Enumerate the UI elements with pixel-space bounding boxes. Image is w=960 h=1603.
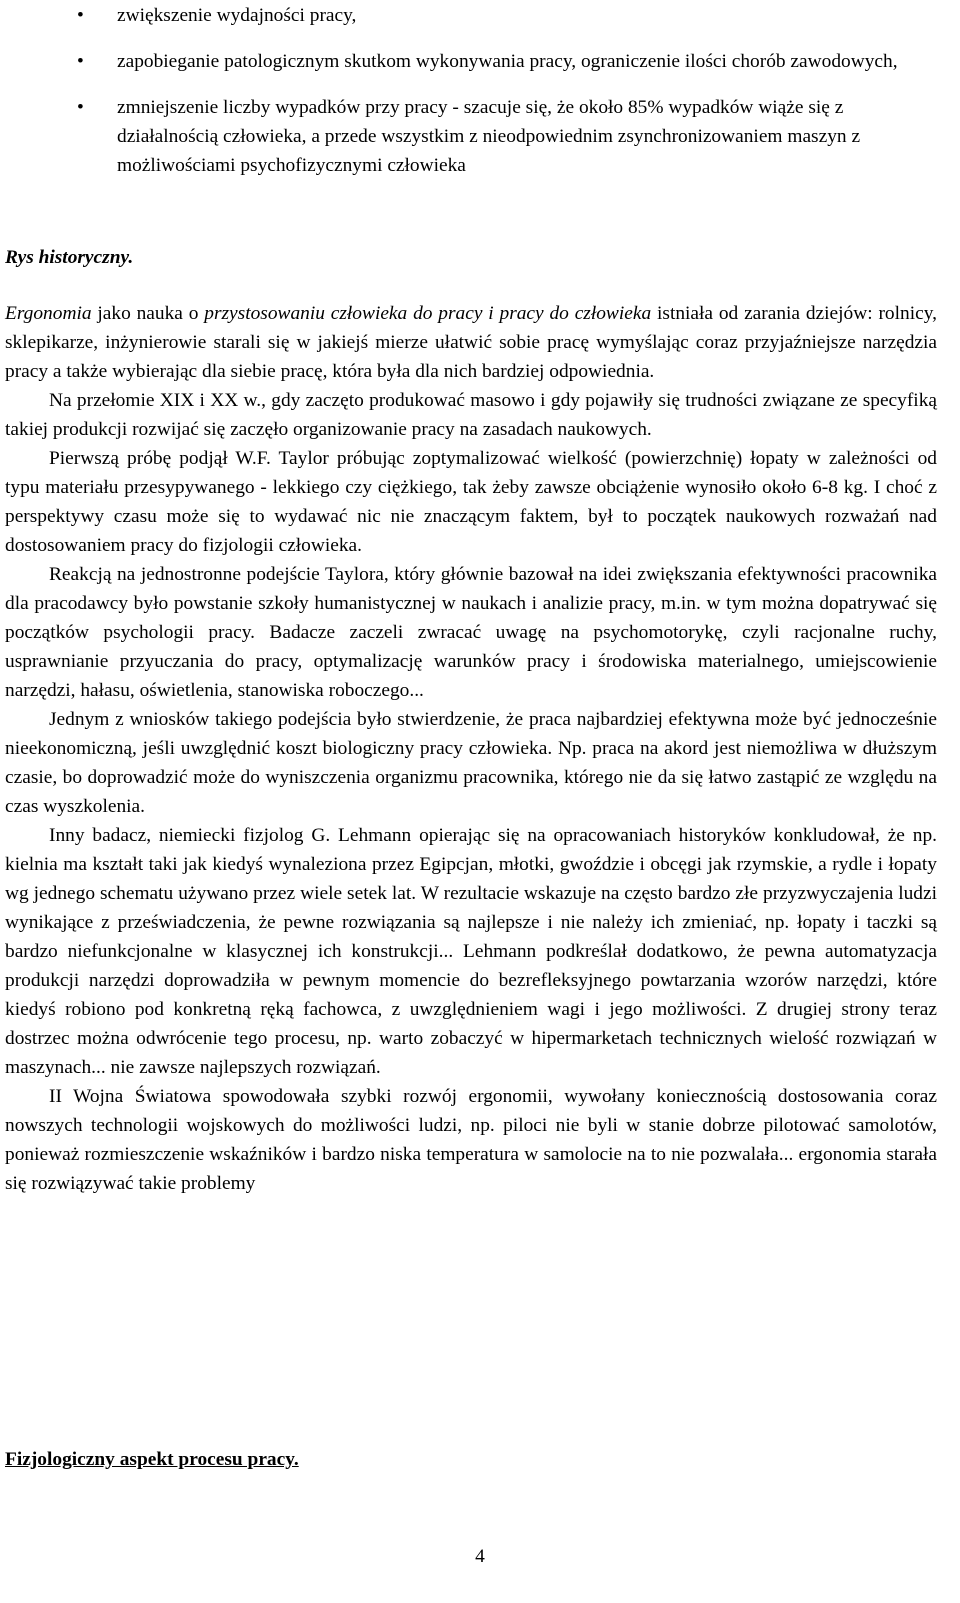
list-item-text: zmniejszenie liczby wypadków przy pracy - szacuje się, że około 85% wypadków wiąże się z działalnością człowieka, a przede wszystkim z nieodpowiednim zsynchronizowaniem maszyn z możliwościami psychofizycznymi człowieka — [117, 97, 861, 176]
list-item — [0, 93, 960, 180]
paragraph-text: istniała od zarania dziejów: rolnicy, sklepikarze, inżynierowie starali się w jakiejś mierze ułatwić sobie pracę wymyślając coraz przyjaźniejsze narzędzia pracy a także wybierając dla siebie pracę, która była dla nich bardziej odpowiednia. — [5, 303, 937, 382]
paragraph: Reakcją na jednostronne podejście Taylora, który głównie bazował na idei zwiększania efektywności pracownika dla pracodawcy było powstanie szkoły humanistycznej w naukach i analizie pracy, m.in. w tym można dopatrywać się początków psychologii pracy. Badacze zaczeli zwracać uwagę na psychomotorykę, czyli racjonalne ruchy, usprawnianie przyuczania do pracy, optymalizację warunków pracy i środowiska materialnego, umiejscowienie narzędzi, hałasu, oświetlenia, stanowiska roboczego... — [5, 564, 937, 701]
list-item — [0, 1, 960, 30]
paragraph-text: jako nauka o — [91, 303, 205, 324]
emphasized-phrase: przystosowaniu człowieka do pracy i pracy do człowieka — [204, 303, 652, 324]
list-item-text: zapobieganie patologicznym skutkom wykonywania pracy, ograniczenie ilości chorób zawodowych, — [117, 51, 898, 72]
body-text — [5, 299, 937, 1198]
paragraph: Jednym z wniosków takiego podejścia było stwierdzenie, że praca najbardziej efektywna może być jednocześnie nieekonomiczną, jeśli uwzględnić koszt biologiczny pracy człowieka. Np. praca na akord jest niemożliwa w dłuższym czasie, bo doprowadzić może do wyniszczenia organizmu pracownika, którego nie da się łatwo zastąpić ze względu na czas wyszkolenia. — [5, 709, 937, 817]
bullet-list — [0, 1, 960, 180]
section-heading: Rys historyczny. — [5, 247, 134, 268]
paragraph — [5, 299, 937, 386]
bullet-icon: • — [77, 5, 84, 26]
paragraph: Pierwszą próbę podjął W.F. Taylor próbując zoptymalizować wielkość (powierzchnię) łopaty w zależności od typu materiału przesypywanego - lekkiego czy ciężkiego, tak żeby zawsze obciążenie wynosiło około 6-8 kg. I choć z perspektywy czasu może się to wydawać nic nie znaczącym faktem, był to początek naukowych rozważań nad dostosowaniem pracy do fizjologii człowieka. — [5, 448, 937, 556]
paragraph: Inny badacz, niemiecki fizjolog G. Lehmann opierając się na opracowaniach historyków konkludował, że np. kielnia ma kształt taki jak kiedyś wynaleziona przez Egipcjan, młotki, gwoździe i obcęgi jak rzymskie, a rydle i łopaty wg jednego schematu używano przez wiele setek lat. W rezultacie wskazuje na często bardzo złe przyzwyczajenia ludzi wynikające z przeświadczenia, że pewne rozwiązania są najlepsze i nie należy ich zmieniać, np. łopaty i taczki są bardzo niefunkcjonalne w klasycznej ich konstrukcji... Lehmann podkreślał dodatkowo, że pewna automatyzacja produkcji narzędzi doprowadziła w pewnym momencie do bezrefleksyjnego powtarzania wzorów narzędzi, które kiedyś robiono pod konkretną ręką fachowca, z uwzględnieniem wagi i jego możliwości. Z drugiej strony teraz dostrzec można odwrócenie tego procesu, np. warto zobaczyć w hipermarketach technicznych wielość rozwiązań w maszynach... nie zawsze najlepszych rozwiązań. — [5, 825, 937, 1078]
list-item-text: zwiększenie wydajności pracy, — [117, 5, 357, 26]
bullet-icon: • — [77, 97, 84, 118]
page-number: 4 — [475, 1546, 485, 1567]
section-title: Fizjologiczny aspekt procesu pracy. — [5, 1449, 299, 1470]
term-ergonomia: Ergonomia — [5, 303, 92, 324]
list-item — [0, 47, 960, 76]
bullet-icon: • — [77, 51, 84, 72]
paragraph: Na przełomie XIX i XX w., gdy zaczęto produkować masowo i gdy pojawiły się trudności związane ze specyfiką takiej produkcji rozwijać się zaczęło organizowanie pracy na zasadach naukowych. — [5, 390, 937, 440]
paragraph: II Wojna Światowa spowodowała szybki rozwój ergonomii, wywołany koniecznością dostosowania coraz nowszych technologii wojskowych do możliwości ludzi, np. piloci nie byli w stanie dobrze pilotować samolotów, ponieważ rozmieszczenie wskaźników i bardzo niska temperatura w samolocie na to nie pozwalała... ergonomia starała się rozwiązywać takie problemy — [5, 1086, 937, 1194]
